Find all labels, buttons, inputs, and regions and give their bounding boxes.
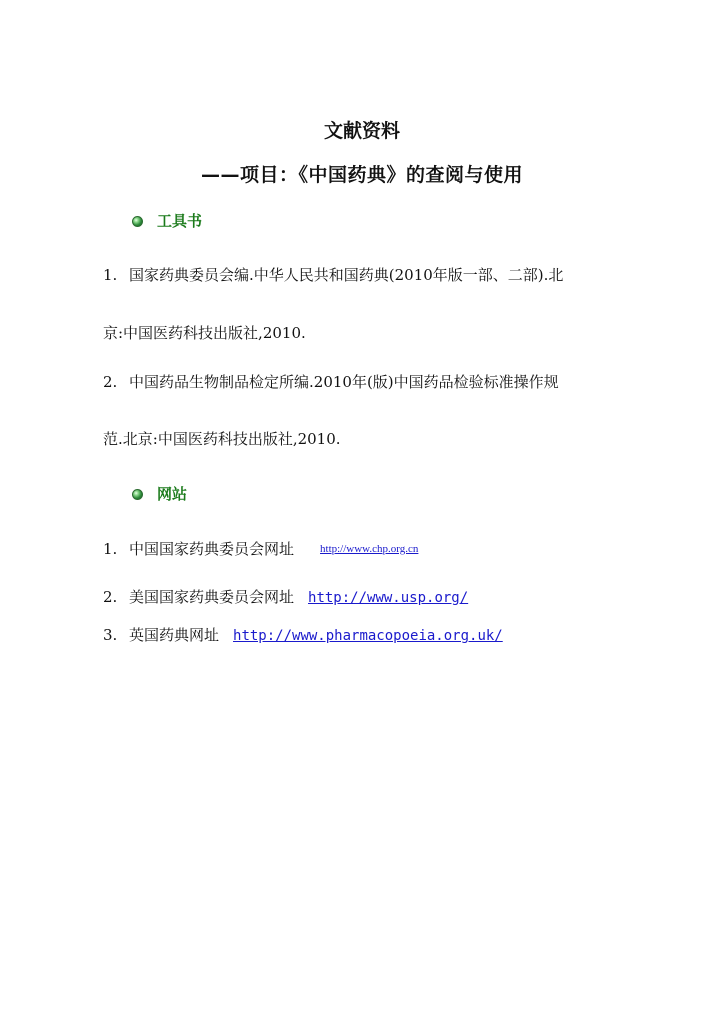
website-link-usp[interactable]: http://www.usp.org/ bbox=[308, 590, 469, 606]
green-bullet-icon bbox=[132, 489, 143, 500]
website-label: 中国国家药典委员会网址 bbox=[129, 540, 295, 558]
reference-text-line1: 国家药典委员会编.中华人民共和国药典(2010年版一部、二部).北 bbox=[129, 266, 564, 284]
website-item-2 bbox=[103, 587, 468, 608]
section-heading-websites-label: 网站 bbox=[157, 485, 188, 503]
website-number: 3. bbox=[103, 626, 118, 644]
reference-text-line2: 京:中国医药科技出版社,2010. bbox=[103, 324, 306, 342]
website-item-3 bbox=[103, 625, 503, 646]
website-label: 英国药典网址 bbox=[129, 626, 220, 644]
document-title: 文献资料 bbox=[323, 120, 400, 142]
section-heading-websites bbox=[132, 484, 187, 504]
section-heading-tools-label: 工具书 bbox=[157, 212, 203, 230]
reference-text-line2: 范.北京:中国医药科技出版社,2010. bbox=[103, 430, 341, 448]
website-item-1 bbox=[103, 539, 418, 561]
website-number: 2. bbox=[103, 588, 118, 606]
document-subtitle: ——项目：《中国药典》的查阅与使用 bbox=[200, 164, 523, 186]
section-heading-tools bbox=[132, 211, 202, 231]
reference-number: 1. bbox=[103, 266, 118, 284]
website-link-pharmacopoeia[interactable]: http://www.pharmacopoeia.org.uk/ bbox=[233, 628, 503, 644]
reference-text-line1: 中国药品生物制品检定所编.2010年(版)中国药品检验标准操作规 bbox=[129, 373, 559, 391]
reference-item-1-continued bbox=[103, 323, 306, 343]
reference-number: 2. bbox=[103, 373, 118, 391]
reference-item-2-continued bbox=[103, 429, 341, 449]
reference-item-2 bbox=[103, 372, 559, 392]
website-link-chp[interactable]: http://www.chp.org.cn bbox=[320, 543, 419, 555]
reference-item-1 bbox=[103, 265, 563, 285]
website-number: 1. bbox=[103, 540, 118, 558]
green-bullet-icon bbox=[132, 216, 143, 227]
website-label: 美国国家药典委员会网址 bbox=[129, 588, 295, 606]
